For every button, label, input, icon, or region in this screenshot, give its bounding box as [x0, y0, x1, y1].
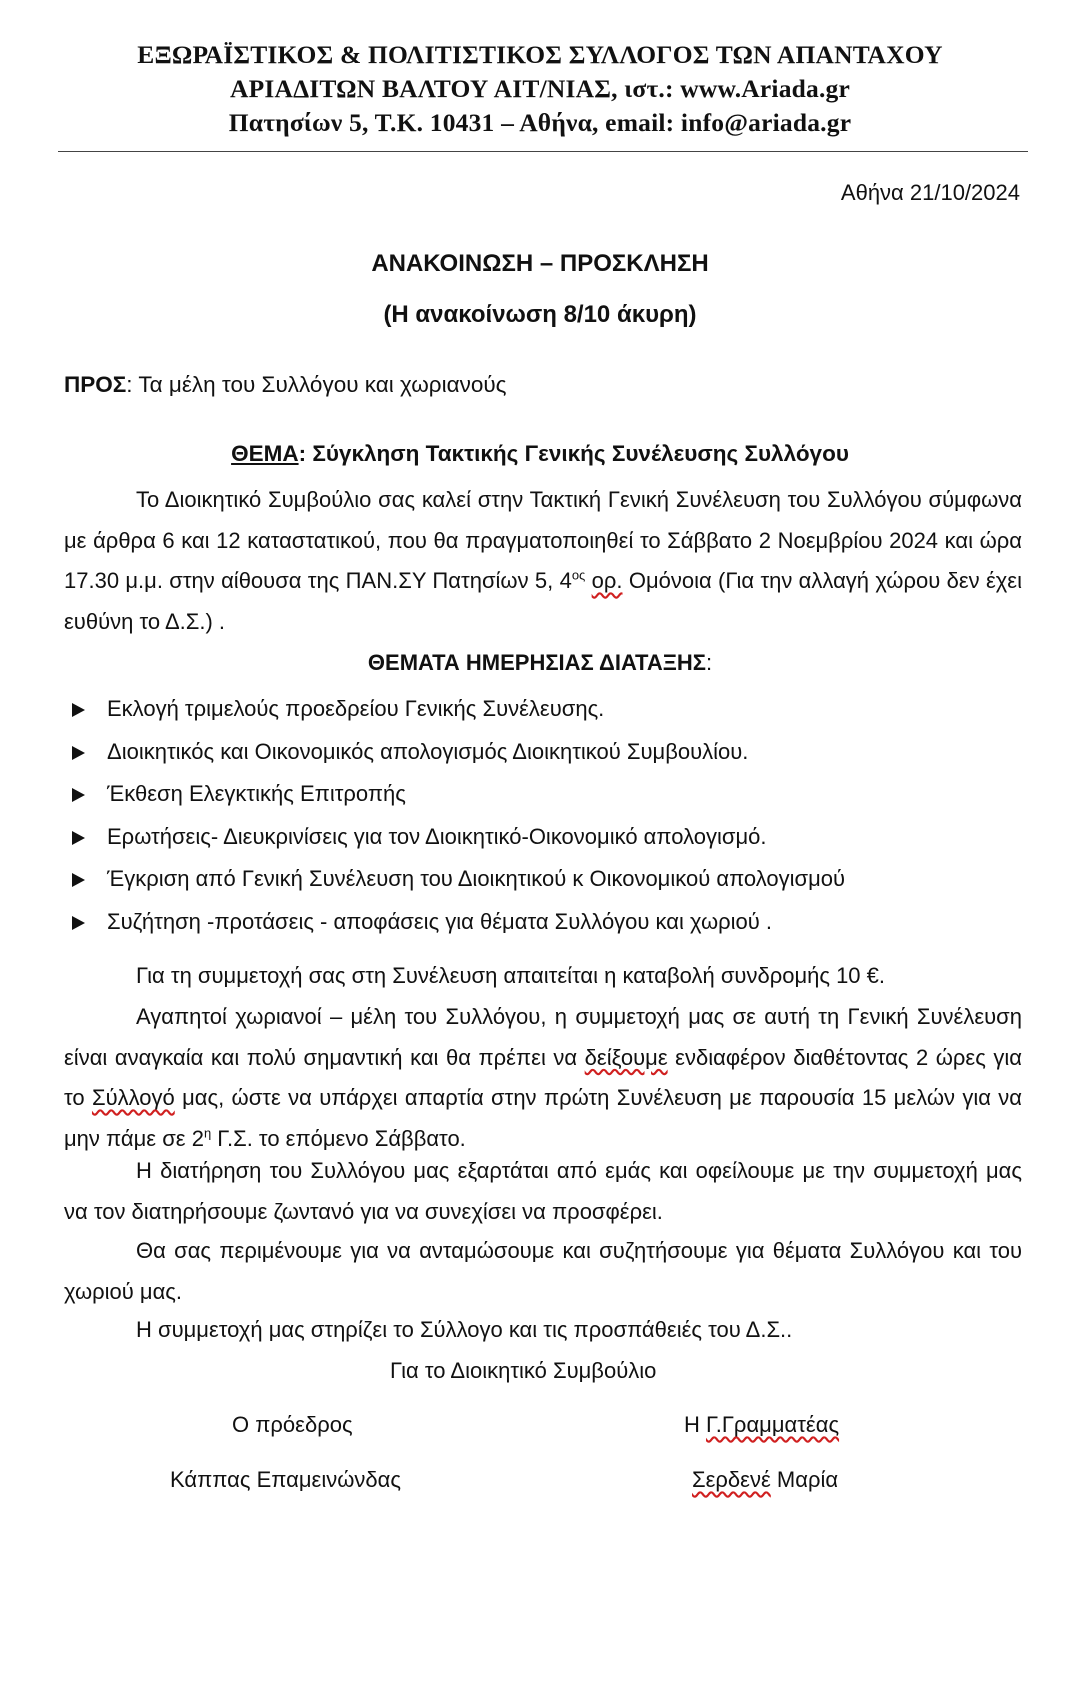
appeal-text: Αγαπητοί χωριανοί – μέλη του Συλλόγου, η συμμετοχή μας σε αυτή τη Γενική Συνέλευση είναι αναγκαία και πολύ σημαντική και θα πρέπει να [64, 1004, 1022, 1070]
support-paragraph: Η συμμετοχή μας στηρίζει το Σύλλογο και τις προσπάθειές του Δ.Σ.. [136, 1317, 793, 1342]
appeal-word-show: δείξουμε [584, 1044, 668, 1070]
agenda-item-text: Συζήτηση -προτάσεις - αποφάσεις για θέματα Συλλόγου και χωριού . [107, 908, 773, 934]
agenda-item-text: Έκθεση Ελεγκτικής Επιτροπής [107, 781, 406, 806]
president-name: Κάππας Επαμεινώνδας [170, 1467, 401, 1492]
agenda-item-text: Εκλογή τριμελούς προεδρείου Γενικής Συνέλευσης. [107, 696, 605, 721]
agenda-title-colon: : [705, 650, 713, 675]
triangle-bullet-icon [72, 831, 85, 845]
association-address: Πατησίων 5, Τ.Κ. 10431 – Αθήνα, email: info@ariada.gr [228, 108, 852, 137]
appeal-text-2: ενδιαφέρον διαθέτοντας 2 ώρες για το [64, 1044, 1022, 1110]
agenda-item-text: Έγκριση από Γενική Συνέλευση του Διοικητικού κ Οικονομικού απολογισμού [107, 866, 846, 891]
intro-paragraph [64, 480, 1022, 642]
agenda-list [72, 692, 845, 947]
agenda-item [72, 905, 845, 948]
secretary-firstname: Μαρία [770, 1467, 839, 1492]
recipient-label: ΠΡΟΣ [64, 372, 127, 397]
agenda-item [72, 692, 845, 735]
fee-paragraph: Για τη συμμετοχή σας στη Συνέλευση απαιτείται η καταβολή συνδρομής 10 €. [136, 963, 885, 988]
header-divider [58, 151, 1028, 152]
agenda-item [72, 862, 845, 905]
association-name: ΕΞΩΡΑΪΣΤΙΚΟΣ & ΠΟΛΙΤΙΣΤΙΚΟΣ ΣΥΛΛΟΓΟΣ ΤΩΝ ΑΠΑΝΤΑΧΟΥ [137, 40, 943, 69]
subject-text: Σύγκληση Τακτικής Γενικής Συνέλευσης Συλλόγου [312, 441, 849, 466]
floor-abbrev: ορ. [591, 568, 623, 593]
secretary-surname: Σερδενέ [692, 1467, 771, 1492]
letterhead [0, 38, 1080, 140]
triangle-bullet-icon [72, 916, 85, 930]
document-subtitle: (Η ανακοίνωση 8/10 άκυρη) [383, 301, 697, 328]
secretary-role-title: Γ.Γραμματέας [706, 1412, 840, 1437]
agenda-item [72, 777, 845, 820]
subject-label: ΘΕΜΑ [231, 441, 299, 466]
intro-text-end: Ομόνοια (Για την αλλαγή χώρου δεν έχει ευθύνη το Δ.Σ.) . [64, 568, 1022, 634]
expectation-paragraph: Θα σας περιμένουμε για να ανταμώσουμε και συζητήσουμε για θέματα Συλλόγου και του χωριού μας. [64, 1238, 1022, 1304]
triangle-bullet-icon [72, 788, 85, 802]
signoff-line: Για το Διοικητικό Συμβούλιο [390, 1358, 657, 1383]
association-name-website: ΑΡΙΑΔΙΤΩΝ ΒΑΛΤΟΥ ΑΙΤ/ΝΙΑΣ, ιστ.: www.Ariada.gr [229, 74, 851, 103]
appeal-text-3: μας, ώστε να υπάρχει απαρτία στην πρώτη Συνέλευση με παρουσία 15 μελών για να μην πάμε σε 2 [64, 1085, 1022, 1151]
agenda-item [72, 735, 845, 778]
secretary-role [684, 1412, 839, 1438]
appeal-word-association: Σύλλογό [91, 1085, 175, 1110]
president-role: Ο πρόεδρος [232, 1412, 353, 1437]
document-date: Αθήνα 21/10/2024 [840, 180, 1020, 205]
floor-superscript: ος [571, 567, 586, 583]
recipient-text: Τα μέλη του Συλλόγου και χωριανούς [138, 372, 507, 397]
agenda-title-text: ΘΕΜΑΤΑ ΗΜΕΡΗΣΙΑΣ ΔΙΑΤΑΞΗΣ [367, 650, 706, 675]
secretary-name [692, 1467, 838, 1493]
recipient-separator: : [126, 372, 139, 397]
triangle-bullet-icon [72, 746, 85, 760]
appeal-paragraph [64, 997, 1022, 1159]
recipient-line [64, 372, 506, 398]
agenda-title [0, 650, 1080, 676]
ordinal-superscript: η [203, 1125, 212, 1141]
secretary-role-prefix: Η [684, 1412, 706, 1437]
document-title: ΑΝΑΚΟΙΝΩΣΗ – ΠΡΟΣΚΛΗΣΗ [371, 250, 709, 277]
agenda-item-text: Ερωτήσεις- Διευκρινίσεις για τον Διοικητικό-Οικονομικό απολογισμό. [107, 823, 767, 849]
intro-text: Το Διοικητικό Συμβούλιο σας καλεί στην Τακτική Γενική Συνέλευση του Συλλόγου σύμφωνα με άρθρα 6 και 12 καταστατικού, που θα πραγματοποιηθεί το Σάββατο 2 Νοεμβρίου 2024 και ώρα 17.30 μ.μ. στην αίθουσα της ΠΑΝ.ΣΥ Πατησίων 5, 4 [64, 487, 1022, 593]
agenda-item [72, 820, 845, 863]
agenda-item-text: Διοικητικός και Οικονομικός απολογισμός Διοικητικού Συμβουλίου. [107, 738, 749, 764]
preservation-paragraph: Η διατήρηση του Συλλόγου μας εξαρτάται από εμάς και οφείλουμε με την συμμετοχή μας να τον διατηρήσουμε ζωντανό για να συνεχίσει να προσφέρει. [64, 1158, 1022, 1224]
triangle-bullet-icon [72, 873, 85, 887]
subject-line [0, 441, 1080, 467]
subject-separator: : [298, 441, 313, 466]
triangle-bullet-icon [72, 703, 85, 717]
appeal-text-end: Γ.Σ. το επόμενο Σάββατο. [211, 1125, 466, 1151]
